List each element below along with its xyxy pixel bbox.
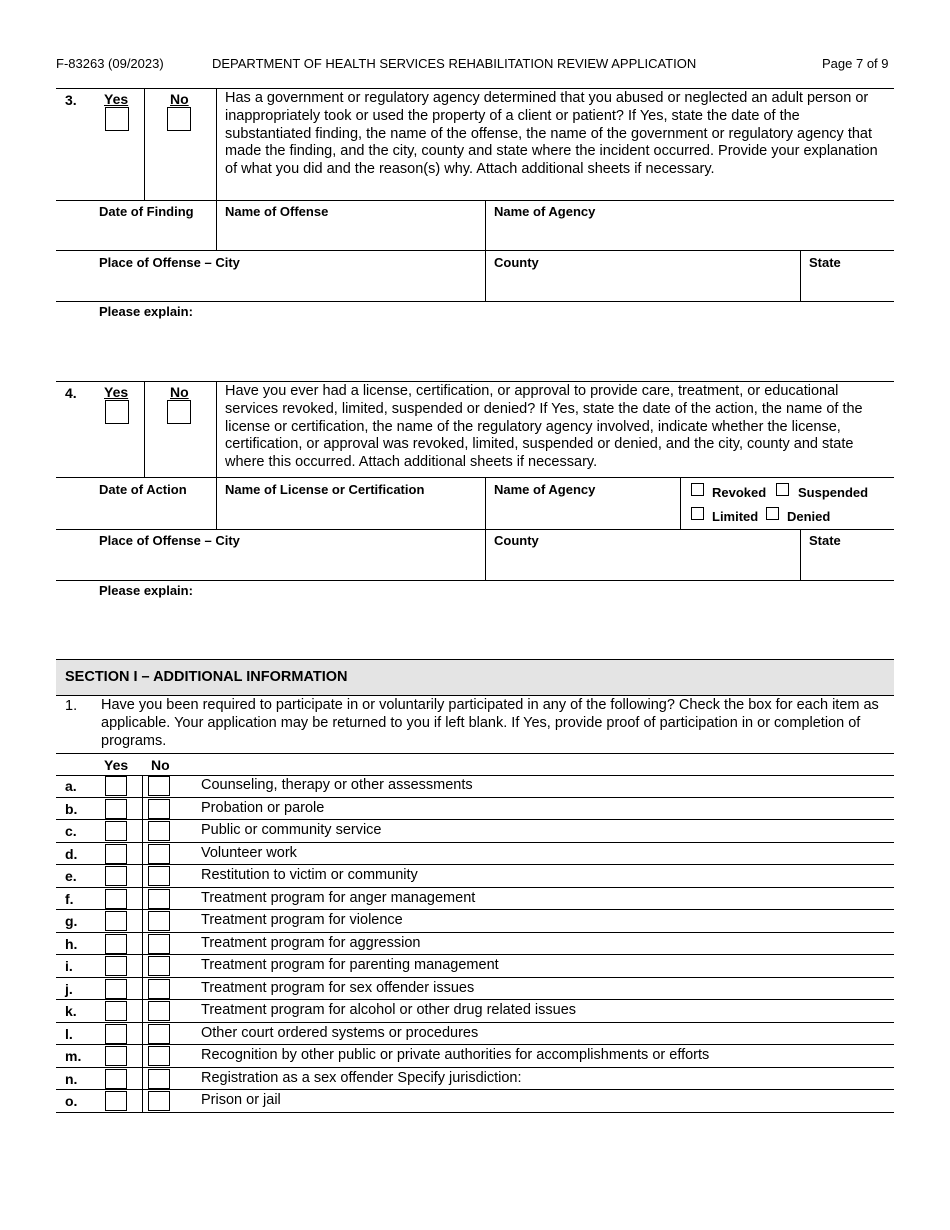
list-item [56, 775, 894, 798]
list-item [56, 933, 894, 956]
item-label: Public or community service [201, 822, 382, 838]
question-number: 4. [65, 385, 77, 401]
divider [216, 88, 217, 250]
divider [144, 88, 145, 200]
divider [142, 978, 143, 1001]
item-letter: l. [65, 1025, 73, 1042]
yes-label: Yes [104, 384, 129, 400]
item-letter: j. [65, 980, 73, 997]
no-checkbox[interactable] [148, 799, 170, 819]
no-checkbox[interactable] [148, 911, 170, 931]
state-label: State [809, 255, 841, 270]
item-letter: g. [65, 913, 78, 929]
no-checkbox[interactable] [148, 1069, 170, 1089]
explain-label: Please explain: [99, 583, 193, 598]
q4-no-checkbox[interactable] [167, 400, 191, 424]
question-text: Have you ever had a license, certification, or approval to provide care, treatment, or educational services revoked, limited, suspended or denied? If Yes, state the date of the action, the name of the license or certification, the name of the regulatory agency involved, indicate whether the license, certification, or approval was revoked, limited, suspended or denied, and the city, county and state where this occurred. Attach additional sheets if necessary. [225, 383, 863, 471]
yes-checkbox[interactable] [105, 1069, 127, 1089]
item-label: Volunteer work [201, 844, 297, 861]
divider [142, 1023, 143, 1046]
name-of-offense-label: Name of Offense [225, 204, 329, 219]
item-letter: m. [65, 1048, 82, 1064]
divider [56, 695, 894, 696]
divider [56, 301, 894, 302]
item-letter: o. [65, 1093, 78, 1109]
item-label: Counseling, therapy or other assessments [201, 777, 473, 793]
item-letter: i. [65, 958, 73, 974]
q3-yes-checkbox[interactable] [105, 107, 129, 131]
no-checkbox[interactable] [148, 979, 170, 999]
yes-checkbox[interactable] [105, 911, 127, 931]
item-letter: f. [65, 890, 74, 907]
form-title: DEPARTMENT OF HEALTH SERVICES REHABILITATION REVIEW APPLICATION [212, 56, 697, 71]
question-number: 3. [65, 92, 77, 108]
divider [142, 910, 143, 933]
list-item [56, 888, 894, 911]
yes-checkbox[interactable] [105, 979, 127, 999]
name-of-agency-label: Name of Agency [494, 204, 596, 219]
divider [56, 1112, 894, 1113]
item-label: Prison or jail [201, 1092, 281, 1108]
divider [216, 381, 217, 529]
list-item [56, 1045, 894, 1068]
q3-no-checkbox[interactable] [167, 107, 191, 131]
divider [56, 250, 894, 251]
no-checkbox[interactable] [148, 776, 170, 796]
list-item [56, 1090, 894, 1113]
item-letter: d. [65, 845, 78, 862]
form-id: F-83263 (09/2023) [56, 56, 164, 71]
list-item [56, 798, 894, 821]
date-of-finding-label: Date of Finding [99, 204, 194, 219]
divider [144, 381, 145, 477]
no-checkbox[interactable] [148, 1091, 170, 1111]
item-label: Treatment program for alcohol or other drug related issues [201, 1002, 577, 1018]
no-checkbox[interactable] [148, 889, 170, 909]
no-checkbox[interactable] [148, 844, 170, 864]
denied-label: Denied [787, 509, 831, 524]
yes-checkbox[interactable] [105, 889, 127, 909]
page-number: Page 7 of 9 [822, 56, 889, 71]
county-label: County [494, 533, 539, 548]
suspended-checkbox[interactable] [776, 483, 789, 496]
item-label: Treatment program for aggression [201, 934, 421, 951]
item-label: Recognition by other public or private authorities for accomplishments or efforts [201, 1047, 710, 1063]
limited-checkbox[interactable] [691, 507, 704, 520]
no-checkbox[interactable] [148, 1046, 170, 1066]
divider [56, 529, 894, 530]
no-checkbox[interactable] [148, 821, 170, 841]
no-column-header: No [151, 757, 170, 773]
county-label: County [494, 255, 539, 270]
date-of-action-label: Date of Action [99, 482, 187, 497]
yes-checkbox[interactable] [105, 866, 127, 886]
item-label: Treatment program for parenting management [201, 957, 499, 973]
no-checkbox[interactable] [148, 866, 170, 886]
item-letter: a. [65, 778, 77, 794]
suspended-label: Suspended [798, 485, 869, 500]
divider [142, 820, 143, 843]
item-letter: b. [65, 800, 78, 817]
item-label: Probation or parole [201, 799, 325, 816]
yes-checkbox[interactable] [105, 934, 127, 954]
question-text: Have you been required to participate in or voluntarily participated in any of the following? Check the box for each item as applicable. Your application may be returned to you if left blank. If Yes, provide proof of participation in or completion of programs. [101, 697, 879, 749]
list-item [56, 955, 894, 978]
denied-checkbox[interactable] [766, 507, 779, 520]
section-title: SECTION I – ADDITIONAL INFORMATION [65, 669, 348, 685]
divider [142, 1090, 143, 1113]
item-letter: c. [65, 823, 77, 839]
question-number: 1. [65, 698, 78, 714]
list-item [56, 910, 894, 933]
yes-checkbox[interactable] [105, 844, 127, 864]
item-letter: h. [65, 935, 78, 952]
explain-label: Please explain: [99, 304, 193, 319]
list-item [56, 1023, 894, 1046]
yes-checkbox[interactable] [105, 821, 127, 841]
divider [56, 753, 894, 754]
list-item [56, 978, 894, 1001]
divider [56, 88, 894, 89]
divider [800, 250, 801, 301]
item-label: Registration as a sex offender Specify jurisdiction: [201, 1069, 522, 1086]
yes-checkbox[interactable] [105, 776, 127, 796]
divider [142, 865, 143, 888]
divider [142, 798, 143, 821]
yes-checkbox[interactable] [105, 799, 127, 819]
list-item [56, 865, 894, 888]
item-letter: k. [65, 1003, 77, 1019]
no-checkbox[interactable] [148, 1001, 170, 1021]
city-label: Place of Offense – City [99, 533, 240, 548]
state-label: State [809, 533, 841, 548]
list-item [56, 1068, 894, 1091]
divider [142, 1000, 143, 1023]
divider [142, 888, 143, 911]
list-item [56, 843, 894, 866]
name-of-agency-label: Name of Agency [494, 482, 596, 497]
divider [142, 933, 143, 956]
section-header [56, 659, 894, 695]
item-label: Other court ordered systems or procedures [201, 1024, 479, 1041]
divider [56, 381, 894, 382]
city-label: Place of Offense – City [99, 255, 240, 270]
q4-yes-checkbox[interactable] [105, 400, 129, 424]
no-checkbox[interactable] [148, 1024, 170, 1044]
license-name-label: Name of License or Certification [225, 482, 425, 497]
no-checkbox[interactable] [148, 956, 170, 976]
divider [680, 477, 681, 529]
item-label: Treatment program for violence [201, 912, 403, 928]
yes-checkbox[interactable] [105, 956, 127, 976]
divider [56, 477, 894, 478]
yes-checkbox[interactable] [105, 1091, 127, 1111]
no-label: No [170, 384, 189, 400]
divider [142, 1045, 143, 1068]
item-letter: e. [65, 868, 77, 884]
list-item [56, 820, 894, 843]
item-label: Treatment program for sex offender issues [201, 979, 475, 996]
no-checkbox[interactable] [148, 934, 170, 954]
divider [56, 580, 894, 581]
divider [142, 775, 143, 798]
yes-column-header: Yes [104, 757, 129, 773]
no-label: No [170, 91, 189, 107]
question-text: Has a government or regulatory agency determined that you abused or neglected an adult person or inappropriately took or used the property of a client or patient? If Yes, state the date of the substantiated finding, the name of the offense, the name of the government or regulatory agency that made the finding, and the city, county and state where the incident occurred. Provide your explanation of what you did and the reason(s) why. Attach additional sheets if necessary. [225, 90, 878, 178]
yes-checkbox[interactable] [105, 1024, 127, 1044]
divider [800, 529, 801, 580]
item-label: Restitution to victim or community [201, 867, 418, 883]
item-letter: n. [65, 1070, 78, 1087]
divider [56, 659, 894, 660]
item-label: Treatment program for anger management [201, 889, 476, 906]
revoked-label: Revoked [712, 485, 767, 500]
revoked-checkbox[interactable] [691, 483, 704, 496]
divider [142, 955, 143, 978]
limited-label: Limited [712, 509, 759, 524]
list-item [56, 1000, 894, 1023]
yes-label: Yes [104, 91, 129, 107]
divider [56, 200, 894, 201]
divider [142, 1068, 143, 1091]
yes-checkbox[interactable] [105, 1046, 127, 1066]
divider [142, 843, 143, 866]
yes-checkbox[interactable] [105, 1001, 127, 1021]
